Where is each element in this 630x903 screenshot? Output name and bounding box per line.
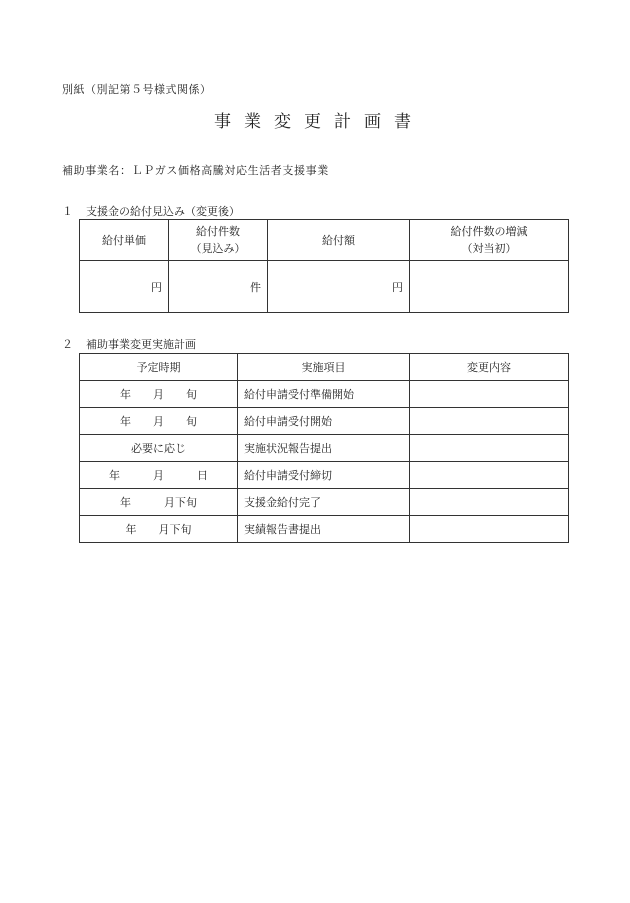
change-cell[interactable] <box>410 408 569 435</box>
item-cell: 給付申請受付準備開始 <box>238 381 410 408</box>
schedule-cell[interactable]: 年 月 旬 <box>80 381 238 408</box>
header-cell-count-change: 給付件数の増減 （対当初） <box>410 220 569 261</box>
item-cell: 給付申請受付開始 <box>238 408 410 435</box>
project-name: 補助事業名：ＬＰガス価格高騰対応生活者支援事業 <box>62 164 329 177</box>
benefit-estimate-table <box>79 219 569 313</box>
change-cell[interactable] <box>410 381 569 408</box>
amount-cell[interactable]: 円 <box>268 261 410 313</box>
header-cell-schedule: 予定時期 <box>80 354 238 381</box>
header-cell-item: 実施項目 <box>238 354 410 381</box>
section-2-number: ２ <box>62 338 73 351</box>
header-cell-change: 変更内容 <box>410 354 569 381</box>
table-header-row <box>80 220 569 261</box>
header-cell-count: 給付件数 （見込み） <box>169 220 268 261</box>
section-1-number: １ <box>62 205 73 218</box>
table-row <box>80 381 569 408</box>
section-1-heading <box>62 203 240 219</box>
table-row <box>80 489 569 516</box>
item-cell: 給付申請受付締切 <box>238 462 410 489</box>
unit-price-cell[interactable]: 円 <box>80 261 169 313</box>
item-cell: 支援金給付完了 <box>238 489 410 516</box>
change-cell[interactable] <box>410 462 569 489</box>
schedule-cell[interactable]: 年 月下旬 <box>80 489 238 516</box>
change-cell[interactable] <box>410 489 569 516</box>
schedule-cell[interactable]: 年 月 日 <box>80 462 238 489</box>
count-change-cell[interactable] <box>410 261 569 313</box>
header-cell-amount: 給付額 <box>268 220 410 261</box>
item-cell: 実績報告書提出 <box>238 516 410 543</box>
table-row <box>80 261 569 313</box>
item-cell: 実施状況報告提出 <box>238 435 410 462</box>
implementation-plan-table <box>79 353 569 543</box>
table-row <box>80 516 569 543</box>
change-cell[interactable] <box>410 435 569 462</box>
section-2-title: 補助事業変更実施計画 <box>86 338 196 351</box>
header-cell-unit-price: 給付単価 <box>80 220 169 261</box>
count-cell[interactable]: 件 <box>169 261 268 313</box>
schedule-cell[interactable]: 年 月下旬 <box>80 516 238 543</box>
page-title: 事業変更計画書 <box>214 112 424 132</box>
change-cell[interactable] <box>410 516 569 543</box>
section-2-heading <box>62 336 196 352</box>
schedule-cell[interactable]: 必要に応じ <box>80 435 238 462</box>
schedule-cell[interactable]: 年 月 旬 <box>80 408 238 435</box>
annex-label: 別紙（別記第５号様式関係） <box>62 83 212 96</box>
section-1-title: 支援金の給付見込み（変更後） <box>86 205 240 218</box>
table-row <box>80 408 569 435</box>
table-row <box>80 462 569 489</box>
table-row <box>80 435 569 462</box>
table-header-row <box>80 354 569 381</box>
